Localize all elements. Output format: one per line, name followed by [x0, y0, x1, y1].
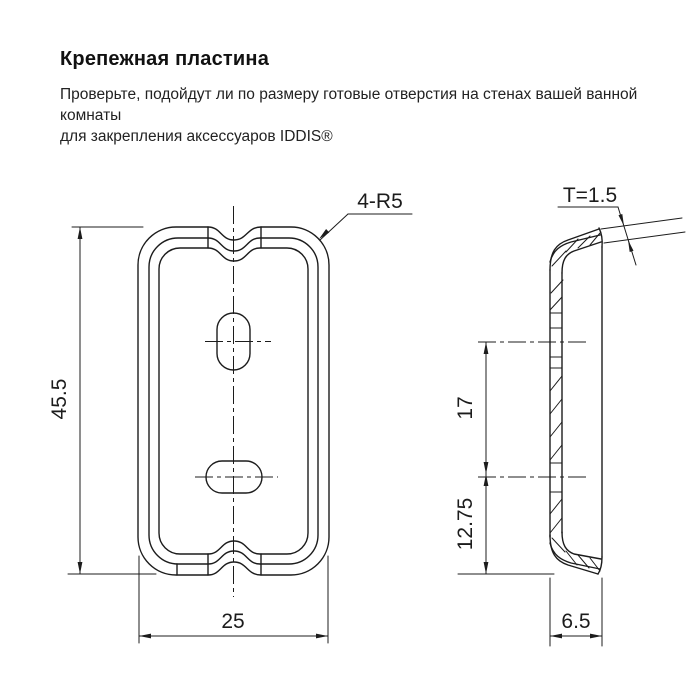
section-hatching	[550, 233, 600, 571]
description-line-1: Проверьте, подойдут ли по размеру готовые отверстия на стенах вашей ванной комнаты	[60, 86, 638, 124]
page-title: Крепежная пластина	[60, 48, 270, 70]
bottom-bend-inner	[562, 532, 601, 559]
dim-corner-radius: 4-R5	[357, 190, 403, 213]
dim-bottom-offset: 12.75	[454, 497, 477, 551]
break-line-upper	[601, 218, 682, 229]
break-line-lower	[604, 232, 685, 243]
front-view-dimensions	[48, 190, 412, 643]
radius-leader-arrow	[319, 229, 329, 239]
width-arrow-right	[316, 634, 328, 639]
thickness-arrow-lower	[628, 240, 634, 252]
top-bend-inner	[562, 242, 601, 273]
spacing-arrow-bottom	[484, 462, 489, 474]
notch-ticks	[177, 227, 261, 575]
depth-arrow-left	[550, 634, 562, 639]
height-arrow-top	[78, 227, 83, 239]
top-bend-middle	[550, 235, 600, 262]
bottom-bend-middle	[550, 543, 600, 569]
dim-plate-height: 45.5	[48, 378, 71, 420]
dim-thickness: T=1.5	[562, 184, 618, 207]
side-section-view	[478, 218, 685, 574]
offset-arrow-bottom	[484, 562, 489, 574]
dim-plate-width: 25	[221, 610, 245, 633]
spacing-arrow-top	[484, 342, 489, 354]
side-view-dimensions	[454, 184, 636, 646]
top-flange-tip	[599, 228, 602, 247]
offset-arrow-top	[484, 474, 489, 486]
description-line-2: для закрепления аксессуаров IDDIS®	[60, 128, 333, 145]
dim-hole-spacing: 17	[454, 396, 477, 420]
slot-opening-lines	[550, 313, 562, 492]
thickness-arrow-upper	[619, 214, 625, 226]
depth-arrow-right	[590, 634, 602, 639]
width-arrow-left	[139, 634, 151, 639]
dim-side-depth: 6.5	[561, 610, 591, 633]
front-view	[138, 206, 329, 597]
height-arrow-bottom	[78, 562, 83, 574]
radius-leader-line	[320, 214, 348, 240]
